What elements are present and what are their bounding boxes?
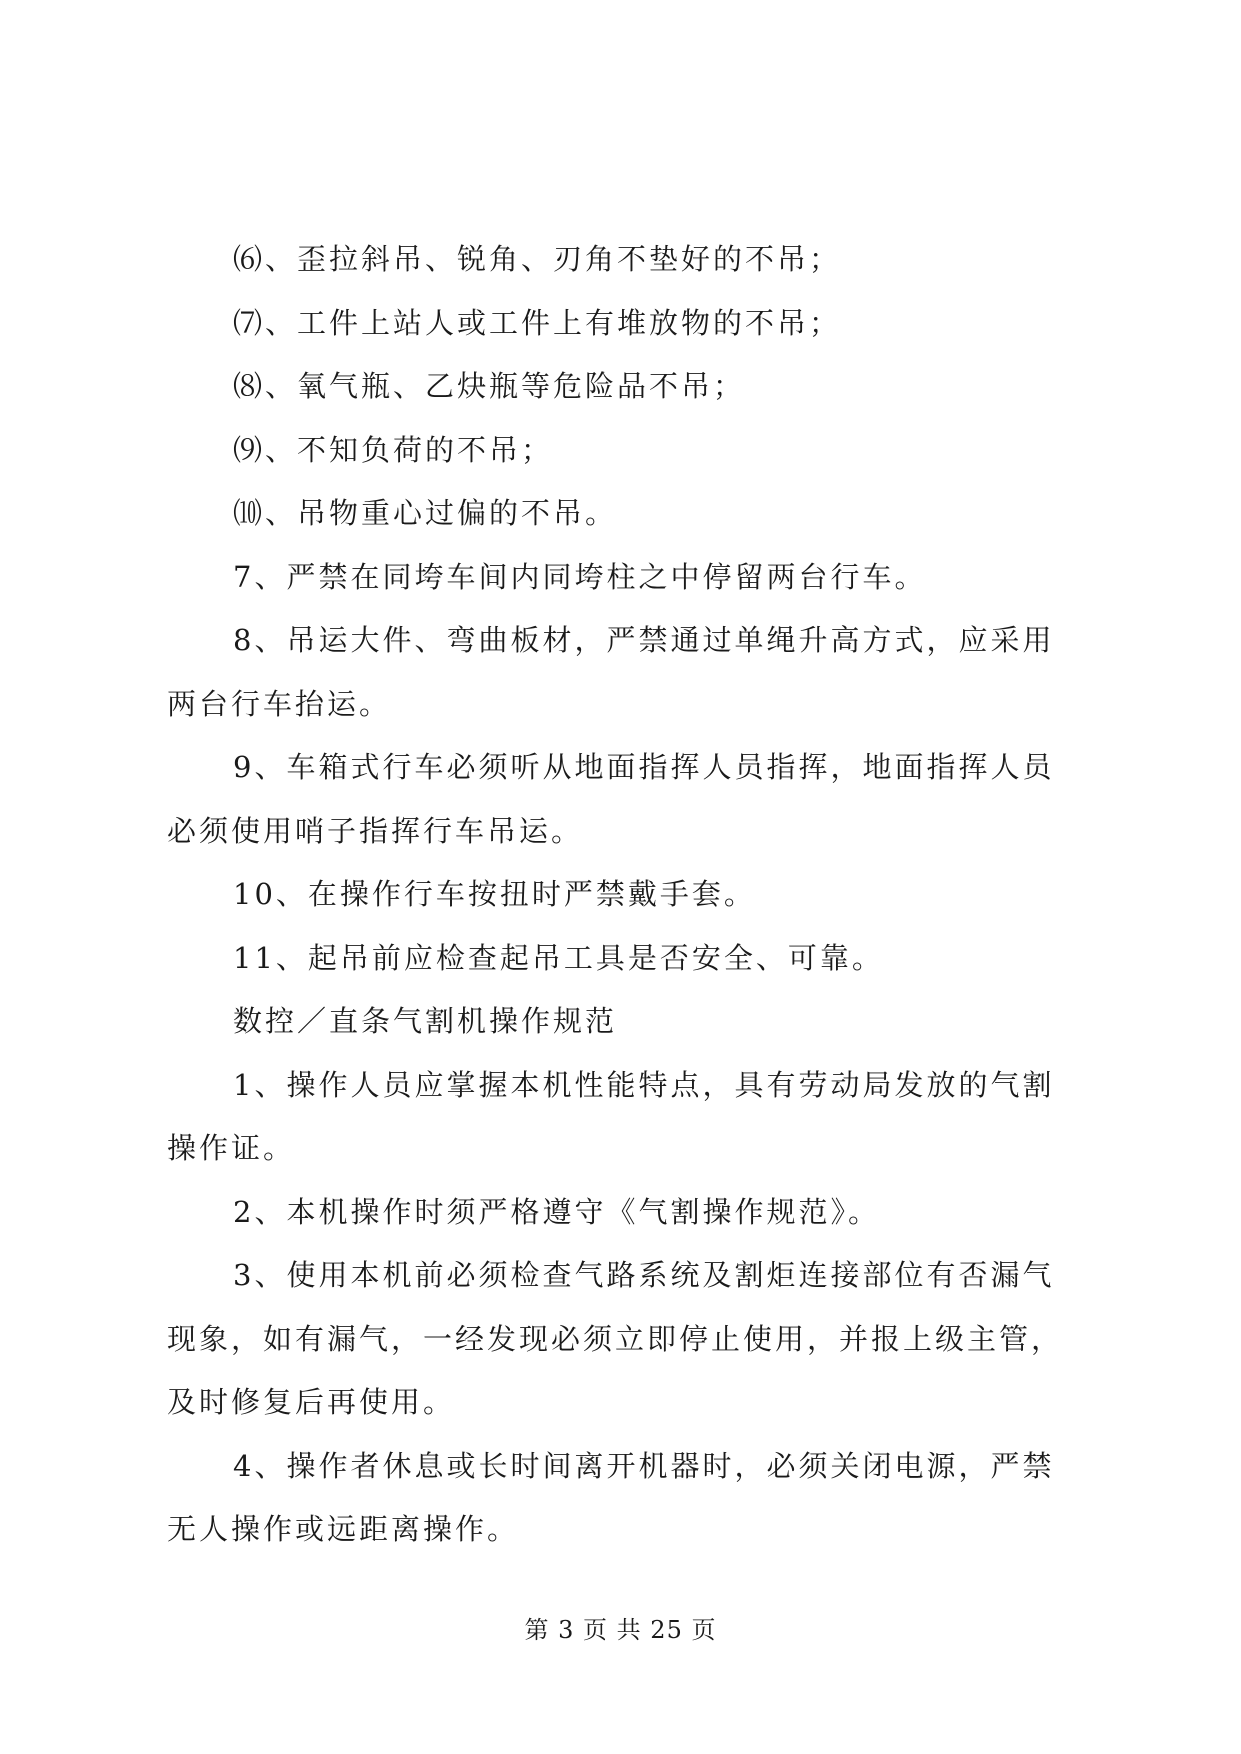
paragraph-rule-8: 8、吊运大件、弯曲板材，严禁通过单绳升高方式，应采用两台行车抬运。: [167, 623, 1055, 721]
page-footer: 第 3 页 共 25 页: [524, 1616, 717, 1644]
paragraph-item-9: ⑼、不知负荷的不吊；: [233, 432, 554, 467]
paragraph-rule-7: 7、严禁在同垮车间内同垮柱之中停留两台行车。: [233, 559, 927, 594]
paragraph-rule-10: 10、在操作行车按扭时严禁戴手套。: [233, 877, 756, 911]
paragraph-rule-11: 11、起吊前应检查起吊工具是否安全、可靠。: [233, 940, 884, 975]
paragraph-item-10: ⑽、吊物重心过偏的不吊。: [233, 496, 618, 530]
paragraph-rule-9: 9、车箱式行车必须听从地面指挥人员指挥，地面指挥人员必须使用哨子指挥行车吊运。: [167, 750, 1055, 848]
paragraph-item-8: ⑻、氧气瓶、乙炔瓶等危险品不吊；: [233, 369, 746, 403]
paragraph-item-7: ⑺、工件上站人或工件上有堆放物的不吊；: [233, 305, 842, 340]
paragraph-spec-4: 4、操作者休息或长时间离开机器时，必须关闭电源，严禁无人操作或远距离操作。: [167, 1448, 1055, 1546]
paragraph-spec-2: 2、本机操作时须严格遵守《气割操作规范》。: [233, 1194, 880, 1229]
paragraph-spec-3: 3、使用本机前必须检查气路系统及割炬连接部位有否漏气现象，如有漏气，一经发现必须立即停止使用，并报上级主管，及时修复后再使用。: [167, 1258, 1064, 1419]
section-heading: 数控／直条气割机操作规范: [233, 1004, 618, 1038]
paragraph-item-6: ⑹、歪拉斜吊、锐角、刃角不垫好的不吊；: [233, 242, 842, 276]
document-body: [167, 228, 1082, 1562]
paragraph-spec-1: 1、操作人员应掌握本机性能特点，具有劳动局发放的气割操作证。: [167, 1067, 1055, 1165]
